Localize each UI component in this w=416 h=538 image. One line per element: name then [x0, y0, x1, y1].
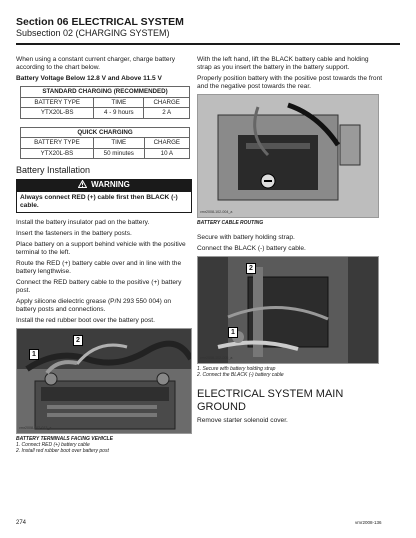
table-header-cell: TIME	[94, 97, 144, 108]
warning-label: WARNING	[91, 180, 130, 189]
page-number: 274	[16, 520, 27, 526]
step: Route the RED (+) battery cable over and in line with the battery lengthwise.	[16, 260, 182, 275]
table-header-cell: BATTERY TYPE	[21, 138, 94, 149]
photo-caption	[197, 220, 385, 226]
warning-triangle-icon	[78, 180, 87, 190]
table-cell: 4 - 9 hours	[94, 108, 144, 119]
table-cell: 2 A	[144, 108, 190, 119]
table-header-cell: TIME	[93, 138, 144, 149]
step: Connect the RED battery cable to the positive (+) battery post.	[16, 279, 182, 294]
quick-table-title: QUICK CHARGING	[21, 127, 190, 138]
cable-routing-illustration	[198, 95, 378, 217]
caption-title: BATTERY CABLE ROUTING	[197, 220, 264, 226]
table-cell: YTX20L-BS	[21, 148, 94, 159]
callout-1: 1	[228, 327, 238, 338]
lift-cable-paragraph: With the left hand, lift the BLACK battery cable and holding strap as you insert the battery in the battery support.	[197, 56, 369, 71]
caption-title: BATTERY TERMINALS FACING VEHICLE	[16, 436, 113, 442]
step: Install the red rubber boot over the battery post.	[16, 317, 155, 324]
battery-terminals-photo	[16, 328, 192, 434]
secure-strap-paragraph: Secure with battery holding strap.	[197, 234, 295, 241]
holding-strap-photo	[197, 256, 379, 364]
holding-strap-illustration	[198, 257, 378, 363]
right-column	[197, 56, 385, 428]
table-cell: YTX20L-BS	[21, 108, 94, 119]
caption-item: 1. Connect RED (+) battery cable	[16, 442, 90, 448]
page-header	[16, 16, 400, 39]
connect-black-paragraph: Connect the BLACK (-) battery cable.	[197, 245, 306, 252]
intro-paragraph: When using a constant current charger, charge battery according to the chart below.	[16, 56, 176, 71]
warning-banner	[16, 179, 192, 191]
standard-table-title: STANDARD CHARGING (RECOMMENDED)	[21, 87, 190, 98]
voltage-note: Battery Voltage Below 12.8 V and Above 11.5 V	[16, 75, 162, 82]
photo-reference: vmr2008-102-004_a	[200, 210, 233, 214]
ground-paragraph: Remove starter solenoid cover.	[197, 417, 288, 424]
photo-reference: vmr2008-102-013_a	[19, 426, 52, 430]
section-title: Section 06 ELECTRICAL SYSTEM	[16, 16, 184, 28]
table-cell: 10 A	[144, 148, 189, 159]
photo-reference: vmr2008-102-005_a	[200, 356, 233, 360]
left-column	[16, 56, 192, 454]
cable-routing-photo	[197, 94, 379, 218]
table-header-cell: CHARGE	[144, 138, 189, 149]
step: Insert the fasteners in the battery posts.	[16, 230, 132, 237]
table-header-cell: BATTERY TYPE	[21, 97, 94, 108]
step: Apply silicone dielectric grease (P/N 293 550 004) on battery posts and connections.	[16, 298, 172, 313]
battery-photo-illustration	[17, 329, 191, 433]
caption-item: 2. Install red rubber boot over battery post	[16, 448, 109, 454]
callout-2: 2	[73, 335, 83, 346]
callout-2: 2	[246, 263, 256, 274]
photo-caption	[16, 436, 192, 454]
subsection-title: Subsection 02 (CHARGING SYSTEM)	[16, 28, 170, 38]
table-cell: 50 minutes	[93, 148, 144, 159]
photo-caption	[197, 366, 385, 378]
table-header-cell: CHARGE	[144, 97, 190, 108]
main-ground-heading: ELECTRICAL SYSTEM MAIN GROUND	[197, 388, 344, 413]
caption-item: 2. Connect the BLACK (-) battery cable	[197, 372, 284, 378]
step: Install the battery insulator pad on the battery.	[16, 219, 150, 226]
document-code: vmr2008-136	[355, 520, 382, 525]
quick-charging-table	[20, 127, 190, 160]
header-rule	[16, 43, 400, 45]
position-battery-paragraph: Properly position battery with the positive post towards the front and the negative post towards the rear.	[197, 75, 383, 90]
step: Place battery on a support behind vehicle with the positive terminal to the left.	[16, 241, 186, 256]
callout-1: 1	[29, 349, 39, 360]
battery-installation-heading: Battery Installation	[16, 165, 91, 175]
standard-charging-table	[20, 86, 190, 119]
warning-text: Always connect RED (+) cable first then BLACK (-) cable.	[16, 191, 192, 213]
caption-item: 1. Secure with battery holding strap	[197, 366, 276, 372]
